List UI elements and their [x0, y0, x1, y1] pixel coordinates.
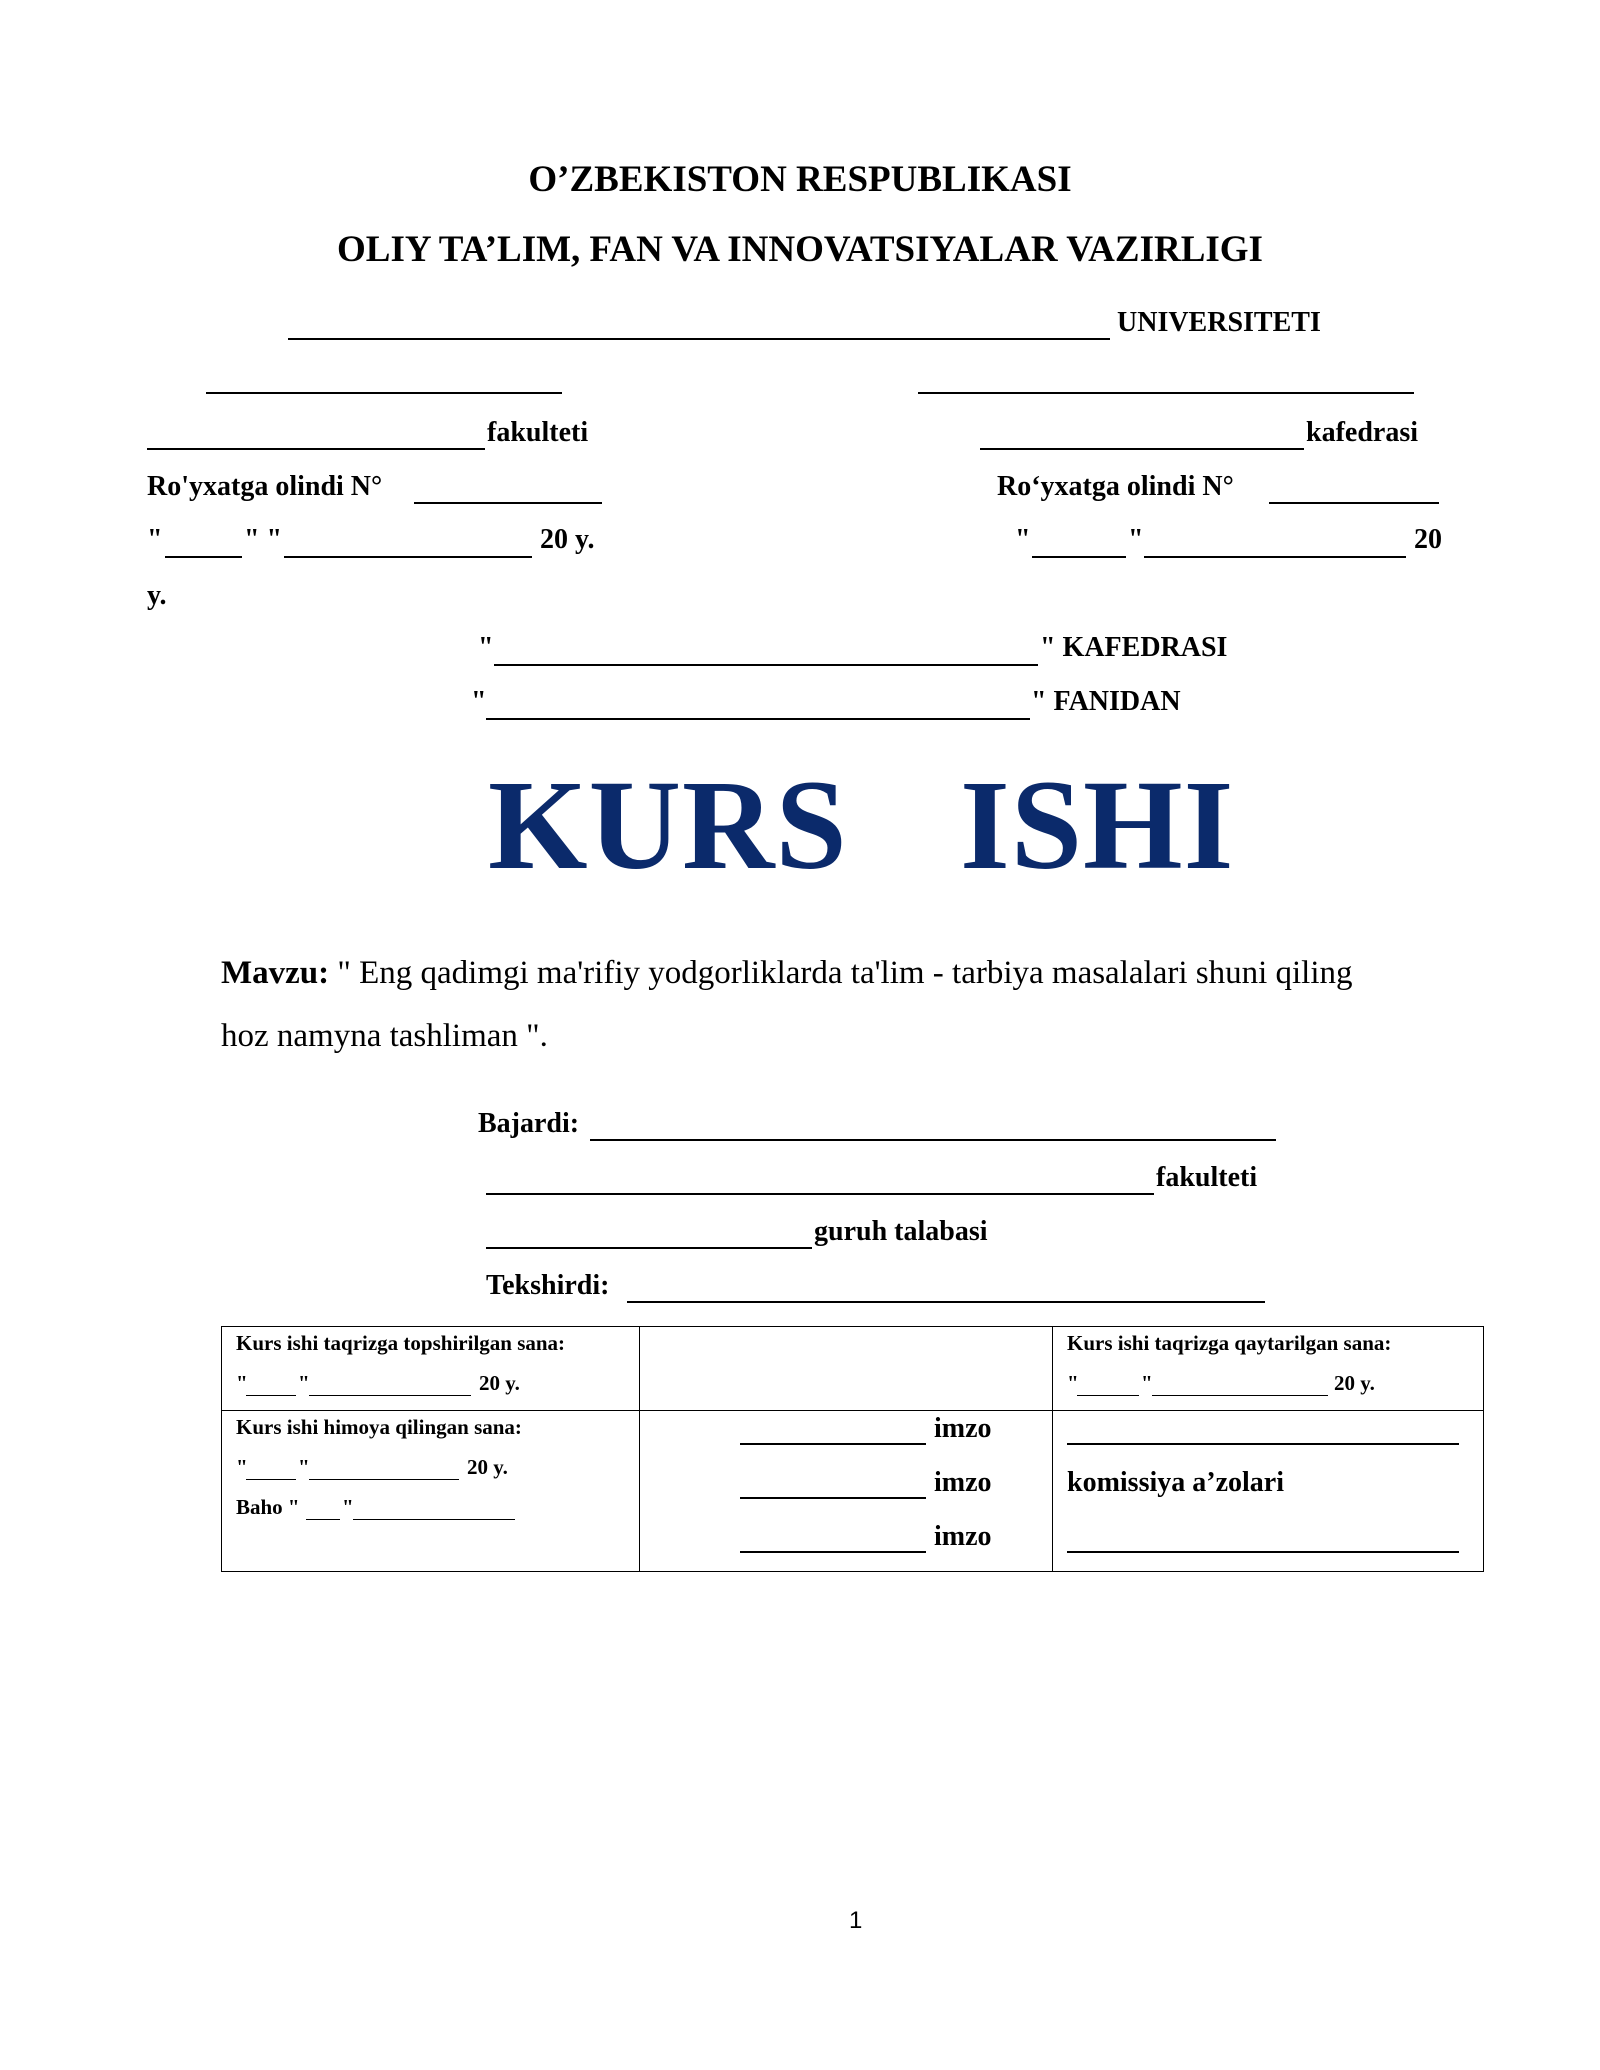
- faculty-blank[interactable]: [147, 448, 485, 450]
- grade-words[interactable]: [353, 1519, 515, 1520]
- kafedra-blank[interactable]: [494, 664, 1038, 666]
- left-blank-line[interactable]: [206, 392, 562, 394]
- submitted-date-mid: ": [298, 1371, 310, 1395]
- returned-date-mid: ": [1141, 1371, 1153, 1395]
- topic-text-1: " Eng qadimgi ma'rifiy yodgorliklarda ta'lim - tarbiya masalalari shuni qiling: [329, 955, 1353, 991]
- left-date-mid: " ": [244, 524, 283, 555]
- kafedra-open-quote: ": [478, 632, 494, 663]
- title-word-kurs: KURS: [488, 754, 848, 896]
- grade-label: Baho ": [236, 1495, 300, 1519]
- submitted-day[interactable]: [246, 1395, 296, 1396]
- returned-month[interactable]: [1152, 1395, 1328, 1396]
- submitted-label: Kurs ishi taqrizga topshirilgan sana:: [236, 1331, 566, 1355]
- page-number: 1: [849, 1907, 863, 1934]
- left-date-month[interactable]: [284, 556, 532, 558]
- right-date-year: 20: [1414, 524, 1442, 555]
- left-registered-number[interactable]: [414, 502, 602, 504]
- signature-line-3[interactable]: [740, 1551, 926, 1553]
- returned-cell: [1053, 1327, 1484, 1411]
- commission-line-1[interactable]: [1067, 1443, 1459, 1445]
- ministry-header-line1: O’ZBEKISTON RESPUBLIKASI: [528, 159, 1072, 200]
- topic-label: Mavzu:: [221, 955, 330, 991]
- topic-line2: hoz namyna tashliman ".: [221, 1018, 548, 1054]
- fan-open-quote: ": [471, 686, 487, 717]
- fan-blank[interactable]: [486, 718, 1030, 720]
- department-blank[interactable]: [980, 448, 1304, 450]
- university-name-blank[interactable]: [288, 338, 1110, 340]
- submitted-month[interactable]: [309, 1395, 471, 1396]
- student-faculty-suffix: fakulteti: [1156, 1162, 1258, 1193]
- topic-line1: [221, 942, 1353, 1005]
- grade-mid: ": [342, 1495, 354, 1519]
- returned-label: Kurs ishi taqrizga qaytarilgan sana:: [1067, 1331, 1392, 1355]
- commission-line-2[interactable]: [1067, 1551, 1459, 1553]
- grade-table: [221, 1326, 1484, 1572]
- signature-word-1: imzo: [934, 1413, 992, 1444]
- defended-date-mid: ": [298, 1455, 310, 1479]
- left-date-year: 20 y.: [540, 524, 595, 555]
- right-registered-label: Ro‘yxatga olindi N°: [997, 471, 1234, 502]
- tekshirdi-blank[interactable]: [627, 1301, 1265, 1303]
- left-date-day[interactable]: [165, 556, 242, 558]
- returned-date-open: ": [1067, 1371, 1079, 1395]
- left-date-open: ": [147, 524, 163, 555]
- commission-label: komissiya a’zolari: [1067, 1467, 1284, 1498]
- returned-year: 20 y.: [1334, 1371, 1375, 1395]
- ministry-header-line2: OLIY TA’LIM, FAN VA INNOVATSIYALAR VAZIRLIGI: [337, 229, 1263, 270]
- signature-word-2: imzo: [934, 1467, 992, 1498]
- faculty-suffix: fakulteti: [487, 417, 589, 448]
- left-date-y-wrap: y.: [147, 580, 167, 611]
- right-registered-number[interactable]: [1269, 502, 1439, 504]
- tekshirdi-label: Tekshirdi:: [486, 1270, 610, 1301]
- defended-cell: [222, 1411, 640, 1572]
- defended-date-open: ": [236, 1455, 248, 1479]
- defended-day[interactable]: [246, 1479, 296, 1480]
- right-blank-line[interactable]: [918, 392, 1414, 394]
- right-date-day[interactable]: [1032, 556, 1126, 558]
- kafedra-suffix: " KAFEDRASI: [1040, 632, 1228, 663]
- signature-line-2[interactable]: [740, 1497, 926, 1499]
- signature-line-1[interactable]: [740, 1443, 926, 1445]
- right-date-month[interactable]: [1144, 556, 1406, 558]
- group-blank[interactable]: [486, 1247, 812, 1249]
- empty-middle-cell: [640, 1327, 1053, 1411]
- commission-cell: [1053, 1411, 1484, 1572]
- signatures-cell: [640, 1411, 1053, 1572]
- submitted-date-open: ": [236, 1371, 248, 1395]
- submitted-cell: [222, 1327, 640, 1411]
- left-registered-label: Ro'yxatga olindi N°: [147, 471, 383, 502]
- right-date-mid: ": [1128, 524, 1144, 555]
- defended-label: Kurs ishi himoya qilingan sana:: [236, 1415, 522, 1439]
- defended-year: 20 y.: [467, 1455, 508, 1479]
- bajardi-label: Bajardi:: [478, 1108, 580, 1139]
- university-suffix: UNIVERSITETI: [1117, 307, 1321, 338]
- title-word-ishi: ISHI: [960, 754, 1235, 896]
- signature-word-3: imzo: [934, 1521, 992, 1552]
- submitted-year: 20 y.: [479, 1371, 520, 1395]
- student-faculty-blank[interactable]: [486, 1193, 1154, 1195]
- fan-suffix: " FANIDAN: [1031, 686, 1181, 717]
- grade-value[interactable]: [306, 1519, 340, 1520]
- right-date-open: ": [1015, 524, 1031, 555]
- defended-month[interactable]: [309, 1479, 459, 1480]
- bajardi-blank[interactable]: [590, 1139, 1276, 1141]
- group-suffix: guruh talabasi: [814, 1216, 988, 1247]
- returned-day[interactable]: [1077, 1395, 1139, 1396]
- department-suffix: kafedrasi: [1306, 417, 1418, 448]
